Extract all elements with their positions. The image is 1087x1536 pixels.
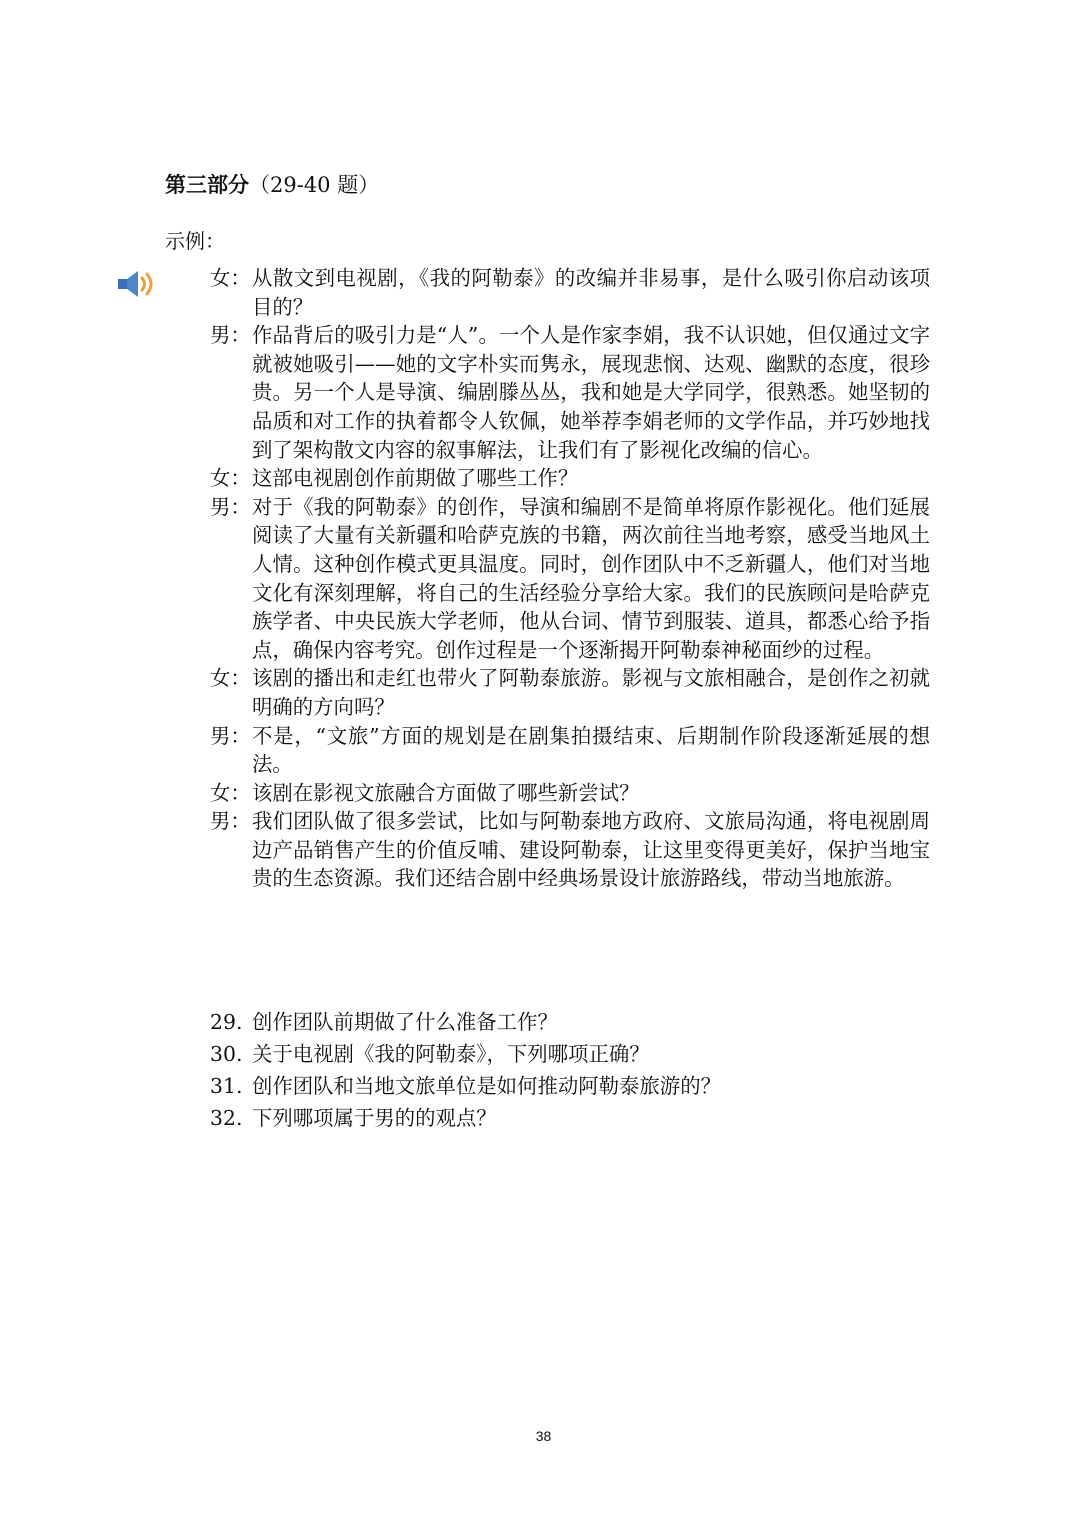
speaker-label: 男： (210, 723, 251, 748)
dialogue-turn (210, 722, 930, 779)
speaker-label: 女： (210, 780, 251, 805)
speech-text: 该剧的播出和走红也带火了阿勒泰旅游。影视与文旅相融合，是创作之初就明确的方向吗？ (252, 666, 930, 719)
dialogue-turn (210, 321, 930, 464)
speech-text: 从散文到电视剧，《我的阿勒泰》的改编并非易事，是什么吸引你启动该项目的？ (252, 266, 930, 319)
question-number: 30. (210, 1042, 243, 1066)
speaker-label: 女： (210, 466, 251, 491)
speaker-label: 女： (210, 666, 251, 691)
question-number: 29. (210, 1010, 243, 1034)
speech-text: 这部电视剧创作前期做了哪些工作？ (252, 466, 579, 491)
dialogue (210, 264, 930, 893)
speaker-label: 男： (210, 809, 251, 834)
speaker-label: 女： (210, 266, 251, 290)
dialogue-turn (210, 664, 930, 721)
dialogue-turn (210, 464, 930, 493)
speaker-label: 男： (210, 494, 251, 519)
example-label: 示例： (165, 229, 225, 253)
question-text: 关于电视剧《我的阿勒泰》，下列哪项正确？ (252, 1042, 650, 1066)
speech-text: 我们团队做了很多尝试，比如与阿勒泰地方政府、文旅局沟通，将电视剧周边产品销售产生的价值反哺、建设阿勒泰，让这里变得更美好，保护当地宝贵的生态资源。我们还结合剧中经典场景设计旅游路线，带动当地旅游。 (252, 809, 930, 891)
speech-text: 对于《我的阿勒泰》的创作，导演和编剧不是简单将原作影视化。他们延展阅读了大量有关新疆和哈萨克族的书籍，两次前往当地考察，感受当地风土人情。这种创作模式更具温度。同时，创作团队中不乏新疆人，他们对当地文化有深刻理解，将自己的生活经验分享给大家。我们的民族顾问是哈萨克族学者、中央民族大学老师，他从台词、情节到服装、道具，都悉心给予指点，确保内容考究。创作过程是一个逐渐揭开阿勒泰神秘面纱的过程。 (252, 494, 930, 662)
speech-text: 不是，“文旅”方面的规划是在剧集拍摄结束、后期制作阶段逐渐延展的想法。 (252, 723, 930, 777)
section-title (165, 170, 379, 200)
question-text: 下列哪项属于男的的观点？ (252, 1106, 497, 1130)
page-number: 38 (535, 1428, 552, 1444)
dialogue-turn (210, 264, 930, 321)
question-text: 创作团队和当地文旅单位是如何推动阿勒泰旅游的？ (252, 1074, 721, 1098)
speech-text: 该剧在影视文旅融合方面做了哪些新尝试？ (252, 780, 640, 805)
section-title-range: （29-40 题） (249, 173, 380, 197)
speaker-label: 男： (210, 323, 251, 348)
speech-text: 作品背后的吸引力是“人”。一个人是作家李娟，我不认识她，但仅通过文字就被她吸引——她的文字朴实而隽永，展现悲悯、达观、幽默的态度，很珍贵。另一个人是导演、编剧滕丛丛，我和她是大学同学，很熟悉。她坚韧的品质和对工作的执着都令人钦佩，她举荐李娟老师的文学作品，并巧妙地找到了架构散文内容的叙事解法，让我们有了影视化改编的信心。 (252, 323, 930, 462)
question-item (210, 1102, 930, 1134)
question-item (210, 1038, 930, 1070)
question-item (210, 1006, 930, 1038)
dialogue-turn (210, 807, 930, 893)
dialogue-turn (210, 493, 930, 665)
dialogue-turn (210, 779, 930, 808)
speaker-icon[interactable] (116, 268, 160, 300)
question-number: 31. (210, 1074, 243, 1098)
question-list (210, 1006, 930, 1134)
question-text: 创作团队前期做了什么准备工作？ (252, 1010, 558, 1034)
question-item (210, 1070, 930, 1102)
section-title-bold: 第三部分 (165, 173, 249, 197)
question-number: 32. (210, 1106, 243, 1130)
